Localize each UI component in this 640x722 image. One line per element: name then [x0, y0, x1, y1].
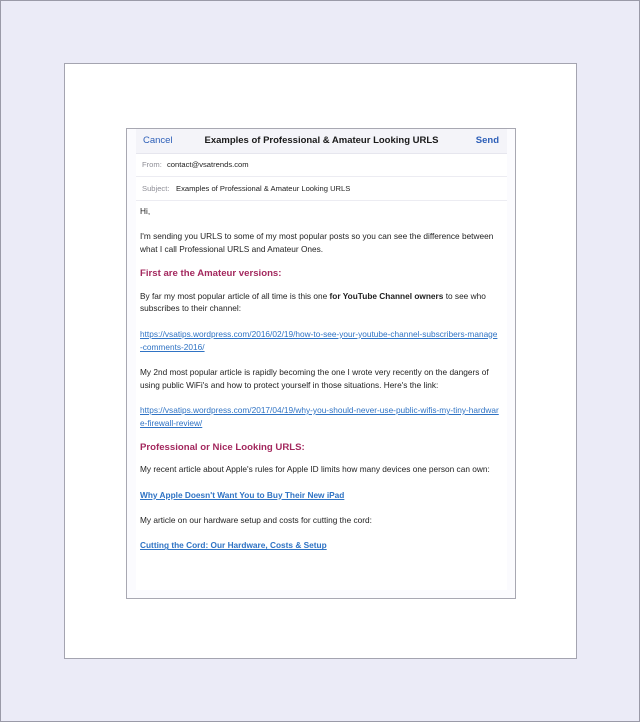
para-text: to see who subscribes to their channel:	[140, 290, 486, 314]
message-body[interactable]	[140, 205, 499, 552]
subject-input[interactable]: Examples of Professional & Amateur Looking URLS	[176, 184, 351, 193]
send-button[interactable]: Send	[475, 135, 499, 146]
subject-field[interactable]	[136, 177, 507, 201]
paragraph-cord: My article on our hardware setup and costs for cutting the cord:	[140, 514, 372, 525]
from-label: From:	[142, 160, 162, 169]
compose-header	[136, 129, 507, 154]
paragraph-wifi: My 2nd most popular article is rapidly becoming the one I wrote very recently on the dangers of using public WiFi's and how to protect yourself in those situations. Here's the link:	[140, 366, 489, 390]
link-cord-article[interactable]: Cutting the Cord: Our Hardware, Costs & Setup	[140, 540, 327, 551]
from-value[interactable]: contact@vsatrends.com	[167, 160, 249, 169]
section-heading-amateur: First are the Amateur versions:	[140, 267, 282, 279]
greeting: Hi,	[140, 206, 151, 216]
email-compose-window	[126, 128, 516, 599]
paragraph-youtube	[140, 290, 499, 316]
subject-label: Subject:	[142, 184, 170, 193]
link-apple-article[interactable]: Why Apple Doesn't Want You to Buy Their New iPad	[140, 489, 345, 500]
cancel-button[interactable]: Cancel	[143, 135, 173, 146]
section-heading-professional: Professional or Nice Looking URLS:	[140, 441, 305, 453]
paragraph-apple: My recent article about Apple's rules for Apple ID limits how many devices one person can own:	[140, 464, 490, 475]
compose-title: Examples of Professional & Amateur Looking URLS	[204, 135, 439, 146]
para-bold-text: for YouTube Channel owners	[329, 290, 444, 301]
compose-sheet	[136, 129, 507, 590]
link-youtube-article[interactable]: https://vsatips.wordpress.com/2016/02/19/how-to-see-your-youtube-channel-subscribers-manage-comments-2016/	[140, 328, 498, 352]
para-text: By far my most popular article of all time is this one	[140, 290, 330, 301]
link-wifi-article[interactable]: https://vsatips.wordpress.com/2017/04/19/why-you-should-never-use-public-wifis-my-tiny-hardware-firewall-review/	[140, 404, 499, 428]
intro-paragraph: I'm sending you URLS to some of my most popular posts so you can see the difference between what I call Professional URLS and Amateur Ones.	[140, 231, 494, 255]
from-field[interactable]	[136, 153, 507, 177]
